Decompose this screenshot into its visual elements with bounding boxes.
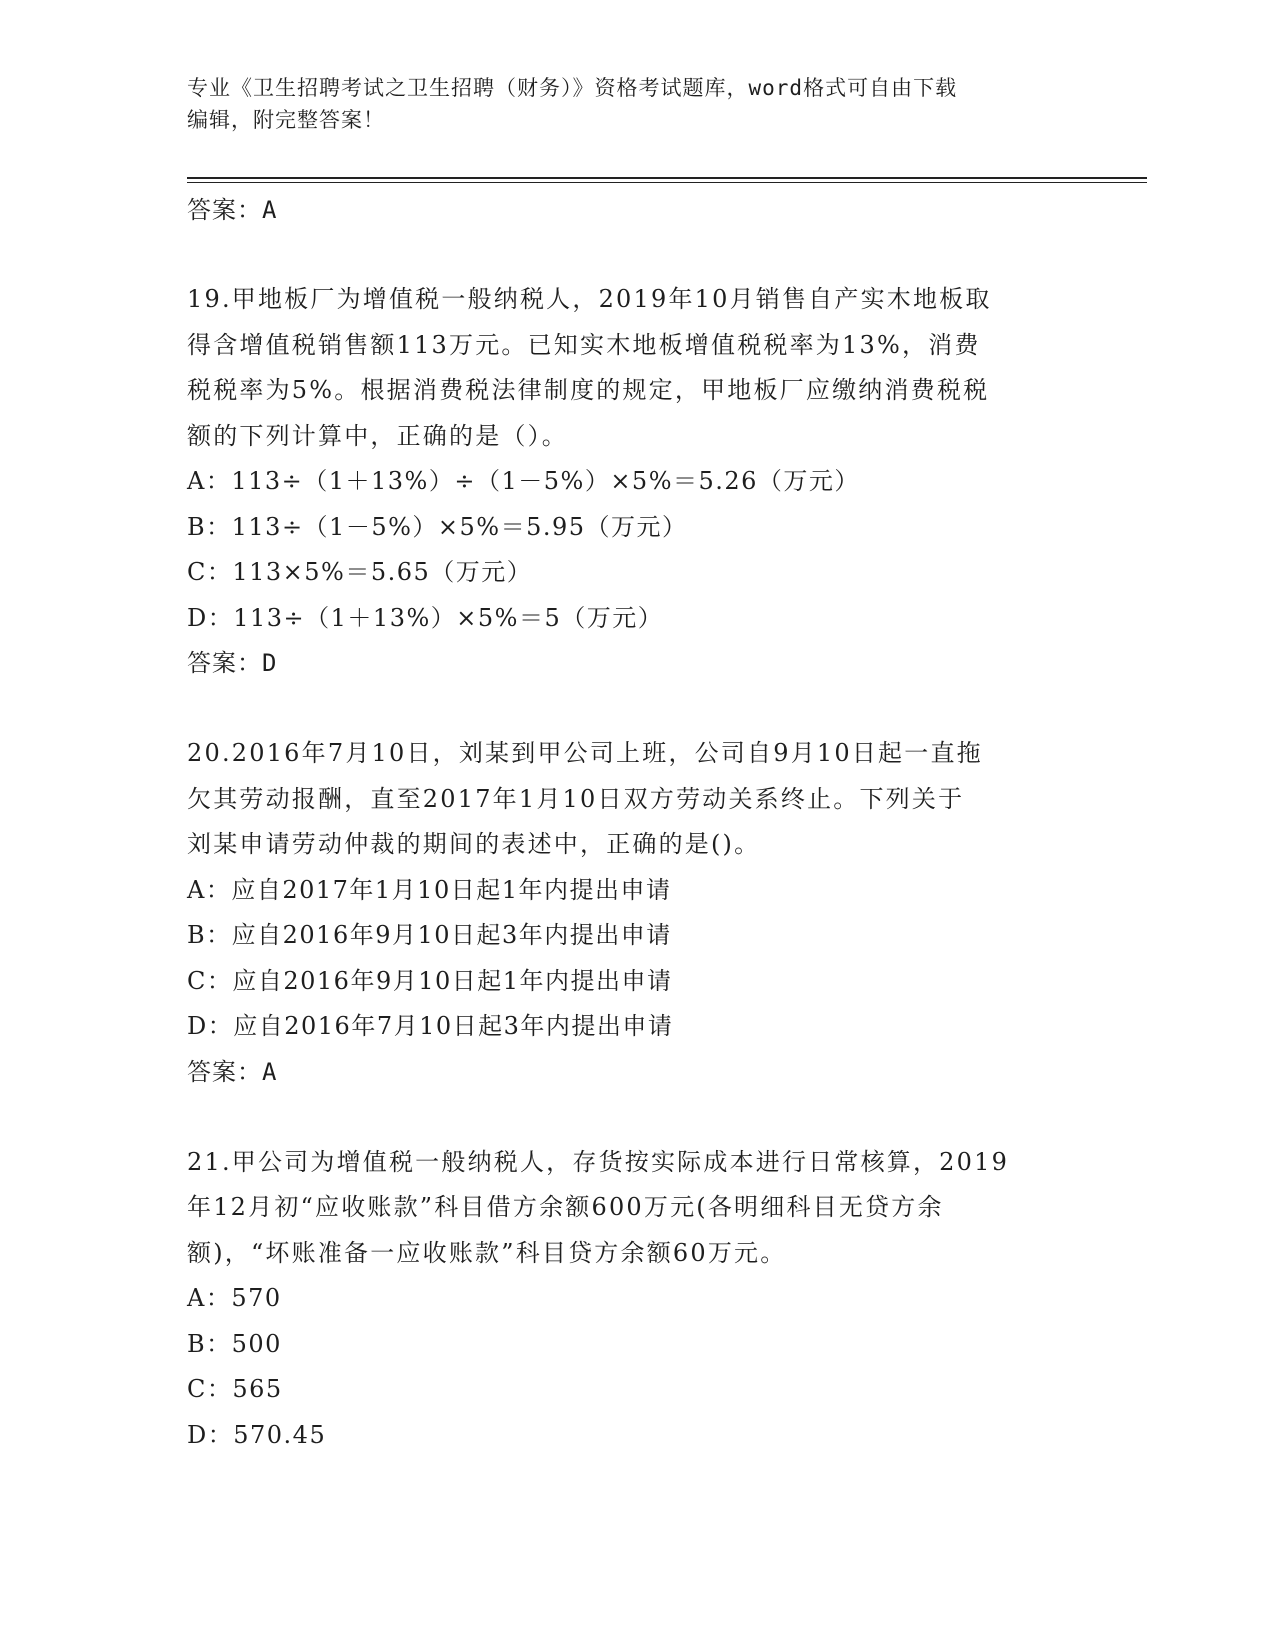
question-21 [187,1140,1087,1459]
option-b: B：应自2016年9月10日起3年内提出申请 [187,921,672,949]
document-header [187,72,1087,136]
question-text-line: 年12月初“应收账款”科目借方余额600万元(各明细科目无贷方余 [187,1193,944,1221]
question-text-line: 额)，“坏账准备一应收账款”科目贷方余额60万元。 [187,1238,787,1267]
question-text-line: 税税率为5%。根据消费税法律制度的规定，甲地板厂应缴纳消费税税 [187,376,990,404]
answer-line: 答案：D [187,649,278,677]
option-d: D：570.45 [187,1420,327,1449]
option-c: C：565 [187,1375,283,1403]
question-text-line: 刘某申请劳动仲裁的期间的表述中，正确的是()。 [187,830,761,858]
header-line-2: 编辑，附完整答案！ [187,108,385,132]
option-b: B：113÷（1－5%）×5%＝5.95（万元） [187,512,688,541]
question-text-line: 21.甲公司为增值税一般纳税人，存货按实际成本进行日常核算，2019 [187,1147,1010,1176]
spacer [187,232,1087,277]
option-a: A：应自2017年1月10日起1年内提出申请 [187,875,672,904]
spacer [187,685,1087,731]
header-line-1: 专业《卫生招聘考试之卫生招聘（财务）》资格考试题库，word格式可自由下载 [187,76,958,100]
question-20 [187,731,1087,1094]
option-a: A：113÷（1＋13%）÷（1－5%）×5%＝5.26（万元） [187,467,860,495]
option-d: D：113÷（1＋13%）×5%＝5（万元） [187,603,664,632]
option-c: C：应自2016年9月10日起1年内提出申请 [187,966,673,995]
question-19 [187,277,1087,685]
question-text-line: 20.2016年7月10日，刘某到甲公司上班，公司自9月10日起一直拖 [187,739,983,767]
header-rule-thin [187,182,1147,183]
option-d: D：应自2016年7月10日起3年内提出申请 [187,1012,674,1040]
answer-line: 答案：A [187,1057,278,1086]
question-text-line: 得含增值税销售额113万元。已知实木地板增值税税率为13%，消费 [187,330,981,359]
option-b: B：500 [187,1329,282,1358]
header-rule-thick [187,177,1147,179]
question-text-line: 19.甲地板厂为增值税一般纳税人，2019年10月销售自产实木地板取 [187,285,992,313]
answer-line: 答案：A [187,196,278,224]
option-c: C：113×5%＝5.65（万元） [187,558,533,586]
option-a: A：570 [187,1284,282,1312]
question-text-line: 欠其劳动报酬，直至2017年1月10日双方劳动关系终止。下列关于 [187,784,965,813]
spacer [187,1094,1087,1140]
question-text-line: 额的下列计算中，正确的是（）。 [187,421,568,450]
document-body [187,188,1087,1458]
